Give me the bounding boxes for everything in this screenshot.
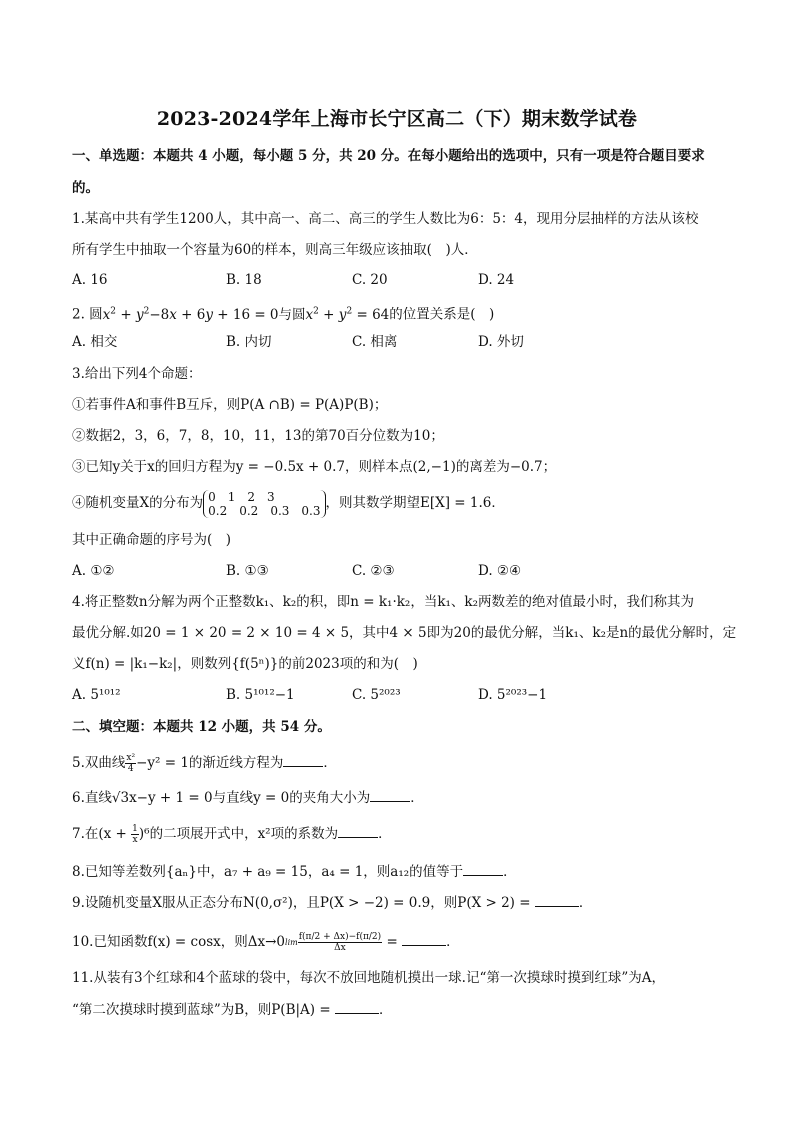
q7-end: ． [378, 826, 392, 842]
matrix-cell: 1 [227, 489, 236, 504]
q2-option-b[interactable]: B. 内切 [226, 334, 272, 350]
q3-option-c[interactable]: C. ②③ [352, 563, 395, 579]
fraction-denominator: x [132, 835, 138, 845]
q3-p4-end: ，则其数学期望E[X] = 1.6． [325, 495, 505, 511]
q9-end: ． [578, 895, 593, 911]
q10-answer-blank[interactable] [402, 931, 446, 946]
page-title: 2023-2024学年上海市长宁区高二（下）期末数学试卷 [156, 108, 638, 130]
q9-answer-blank[interactable] [535, 892, 579, 907]
q7 [72, 823, 732, 845]
q11-end: ． [378, 1002, 393, 1018]
q3-option-d[interactable]: D. ②④ [478, 563, 522, 579]
q2-option-a[interactable]: A. 相交 [72, 334, 118, 350]
q8-text: 8.已知等差数列{aₙ}中，a₇ + a₉ = 15，a₄ = 1，则a₁₂的值等于 [72, 864, 464, 880]
q8-end: ． [503, 864, 517, 880]
matrix-cell: 3 [267, 489, 275, 504]
q7-fraction [131, 824, 139, 845]
section-1-heading-cont: 的。 [72, 180, 99, 196]
q1-option-a[interactable]: A. 16 [72, 272, 108, 288]
q6-answer-blank[interactable] [370, 787, 410, 802]
q4-option-b[interactable]: B. 5¹⁰¹²−1 [226, 687, 295, 703]
q5-end: ． [323, 755, 337, 771]
q4-line3: 义f(n) = |k₁−k₂|，则数列{f(5ⁿ)}的前2023项的和为( ) [72, 656, 418, 672]
q8-answer-blank[interactable] [463, 861, 503, 876]
q7-start: 7.在(x + [72, 826, 132, 842]
matrix-cell: 0.2 [208, 503, 228, 518]
q10-fraction [298, 932, 382, 953]
q3-proposition-2: ②数据2，3，6，7，8，10，11，13的第70百分位数为10； [72, 428, 444, 444]
q5-answer-blank[interactable] [283, 752, 323, 767]
q6-end: ． [410, 790, 424, 806]
q11-line1: 11.从装有3个红球和4个蓝球的袋中，每次不放回地随机摸出一球.记“第一次摸球时摸到红球”为A， [72, 970, 665, 986]
q3-proposition-3: ③已知y关于x的回归方程为y = −0.5x + 0.7，则样本点(2,−1)的离差为−0.7； [72, 459, 557, 475]
matrix-cell: 0.3 [301, 503, 321, 518]
section-2-heading: 二、填空题：本题共 12 小题，共 54 分。 [72, 719, 331, 735]
q4-line2: 最优分解.如20 = 1 × 20 = 2 × 10 = 4 × 5，其中4 × 5即为20的最优分解，当k₁、k₂是n的最优分解时，定 [72, 625, 737, 641]
section-1-heading: 一、单选题：本题共 4 小题，每小题 5 分，共 20 分。在每小题给出的选项中，只有一项是符合题目要求 [72, 148, 705, 164]
q10-start: 10.已知函数f(x) = cosx，则Δx→0 [72, 934, 286, 950]
q2-option-d[interactable]: D. 外切 [478, 334, 524, 350]
q10-limit-label: lim [285, 938, 298, 947]
q11-line2-text: “第二次摸球时摸到蓝球”为B，则P(B|A) = [72, 1002, 335, 1018]
q3-p4-start: ④随机变量X的分布为 [72, 495, 204, 511]
q2-stem [72, 301, 732, 325]
matrix-cell: 2 [247, 489, 256, 504]
q2-stem-end: 的位置关系是( ) [389, 306, 495, 323]
q5-mid: −y² = 1的渐近线方程为 [136, 755, 284, 771]
matrix-cell: 0.3 [270, 503, 290, 518]
q5 [72, 752, 732, 774]
q3-proposition-1: ①若事件A和事件B互斥，则P(A ∩B) = P(A)P(B)； [72, 397, 388, 413]
q4-line1: 4.将正整数n分解为两个正整数k₁、k₂的积，即n = k₁·k₂，当k₁、k₂两数差的绝对值最小时，我们称其为 [72, 594, 695, 610]
fraction-numerator: f(π/2 + Δx)−f(π/2) [298, 932, 382, 942]
q3-question: 其中正确命题的序号为( ) [72, 532, 232, 548]
q1-line1: 1.某高中共有学生1200人，其中高一、高二、高三的学生人数比为6：5：4，现用分层抽样的方法从该校 [72, 211, 699, 227]
matrix-cell: 0.2 [239, 503, 259, 518]
q2-option-c[interactable]: C. 相离 [352, 334, 398, 350]
q4-option-a[interactable]: A. 5¹⁰¹² [72, 687, 121, 703]
q3-option-a[interactable]: A. ①② [72, 563, 115, 579]
q10-mid: = [382, 934, 403, 950]
q1-option-d[interactable]: D. 24 [478, 272, 515, 288]
q2-stem-start: 2. 圆 [72, 306, 103, 323]
q2-equations: $x^2 + y^2-8x + 6y + 16 = 0$与圆$x^2 + y^2 = 64$ [102, 306, 390, 323]
q8 [72, 861, 732, 882]
q11-answer-blank[interactable] [335, 999, 379, 1014]
fraction-denominator: 4 [127, 764, 134, 774]
q1-line2: 所有学生中抽取一个容量为60的样本，则高三年级应该抽取( )人． [72, 242, 478, 258]
matrix-cell: 0 [208, 489, 216, 504]
q7-answer-blank[interactable] [338, 823, 378, 838]
fraction-numerator: x² [126, 753, 136, 763]
q9-text: 9.设随机变量X服从正态分布N(0,σ²)，且P(X > −2) = 0.9，则P(X > 2) = [72, 895, 535, 911]
q3-proposition-4 [72, 488, 732, 518]
q6 [72, 787, 732, 808]
q11-line2 [72, 999, 732, 1020]
q4-option-c[interactable]: C. 5²⁰²³ [352, 687, 401, 703]
q1-option-b[interactable]: B. 18 [226, 272, 262, 288]
q5-start: 5.双曲线 [72, 755, 126, 771]
fraction-denominator: Δx [334, 943, 346, 953]
q6-text: 6.直线√3x−y + 1 = 0与直线y = 0的夹角大小为 [72, 790, 371, 806]
q9 [72, 892, 732, 913]
q5-fraction [125, 753, 136, 774]
fraction-numerator: 1 [132, 824, 138, 834]
q1-option-c[interactable]: C. 20 [352, 272, 388, 288]
distribution-matrix [203, 490, 325, 518]
q4-option-d[interactable]: D. 5²⁰²³−1 [478, 687, 548, 703]
q10 [72, 931, 732, 953]
q3-stem: 3.给出下列4个命题： [72, 366, 202, 382]
q10-end: ． [446, 934, 460, 950]
q7-mid: )⁶的二项展开式中，x²项的系数为 [138, 826, 339, 842]
q3-option-b[interactable]: B. ①③ [226, 563, 269, 579]
